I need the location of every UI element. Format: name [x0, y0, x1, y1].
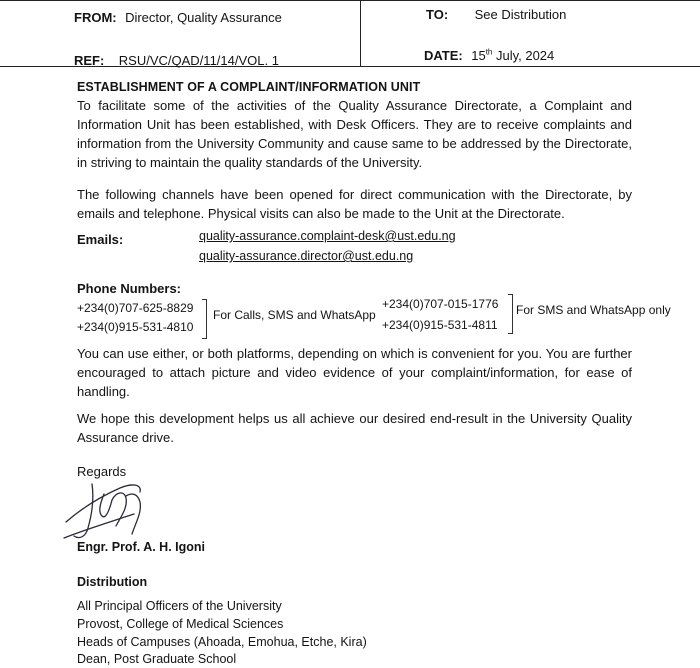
memo-title: ESTABLISHMENT OF A COMPLAINT/INFORMATION UNIT [77, 80, 421, 94]
regards-text: Regards [77, 464, 127, 479]
date-rest: July, 2024 [492, 48, 555, 63]
email-director-link[interactable]: quality-assurance.director@ust.edu.ng [199, 249, 414, 263]
phone-number-3: +234(0)707-015-1776 [382, 297, 499, 311]
from-field [74, 9, 282, 27]
phone-number-4: +234(0)915-531-4811 [382, 318, 498, 332]
to-value: See Distribution [474, 7, 567, 22]
distribution-heading: Distribution [77, 575, 148, 589]
date-day: 15 [471, 48, 486, 63]
paragraph-4: We hope this development helps us all achieve our desired end-result in the University Quality Assurance drive. [77, 411, 632, 445]
phone-group-2-note: For SMS and WhatsApp only [516, 303, 671, 317]
emails-label: Emails: [77, 232, 124, 247]
to-field [426, 6, 566, 24]
to-label: TO: [426, 7, 449, 22]
email-complaint-desk-link[interactable]: quality-assurance.complaint-desk@ust.edu.ng [199, 229, 456, 243]
distribution-item: Dean, Post Graduate School [77, 652, 237, 666]
date-value [471, 48, 554, 63]
distribution-item: Heads of Campuses (Ahoada, Emohua, Etche, Kira) [77, 635, 367, 649]
phone-number-2: +234(0)915-531-4810 [77, 320, 194, 334]
phone-group-1-brace [202, 299, 207, 339]
date-suffix: th [485, 47, 493, 57]
paragraph-3: You can use either, or both platforms, depending on which is convenient for you. You are further encouraged to attach picture and video evidence of your complaint/information, for ease of handling. [77, 346, 632, 399]
distribution-item: All Principal Officers of the University [77, 599, 282, 613]
phones-label: Phone Numbers: [77, 281, 182, 296]
paragraph-2: The following channels have been opened for direct communication with the Directorate, by emails and telephone. Physical visits can also be made to the Unit at the Directorate. [77, 187, 632, 221]
phone-group-1-note: For Calls, SMS and WhatsApp [213, 308, 376, 322]
signatory-name: Engr. Prof. A. H. Igoni [77, 540, 206, 554]
header-top-rule [0, 0, 700, 1]
ref-label: REF: [74, 53, 105, 68]
distribution-item: Provost, College of Medical Sciences [77, 617, 284, 631]
from-label: FROM: [74, 10, 117, 25]
phone-group-2-brace [508, 294, 513, 334]
date-label: DATE: [424, 48, 463, 63]
paragraph-1: To facilitate some of the activities of the Quality Assurance Directorate, a Complaint and Information Unit has been established, with Desk Officers. They are to receive complaints and information from the University Community and cause same to be addressed by the Directorate, in striving to maintain the quality standards of the University. [77, 98, 632, 170]
ref-field [74, 52, 279, 70]
from-value: Director, Quality Assurance [125, 10, 282, 25]
ref-value: RSU/VC/QAD/11/14/VOL. 1 [118, 53, 279, 68]
date-field [424, 47, 554, 65]
header-divider [360, 0, 361, 66]
phone-number-1: +234(0)707-625-8829 [77, 301, 194, 315]
